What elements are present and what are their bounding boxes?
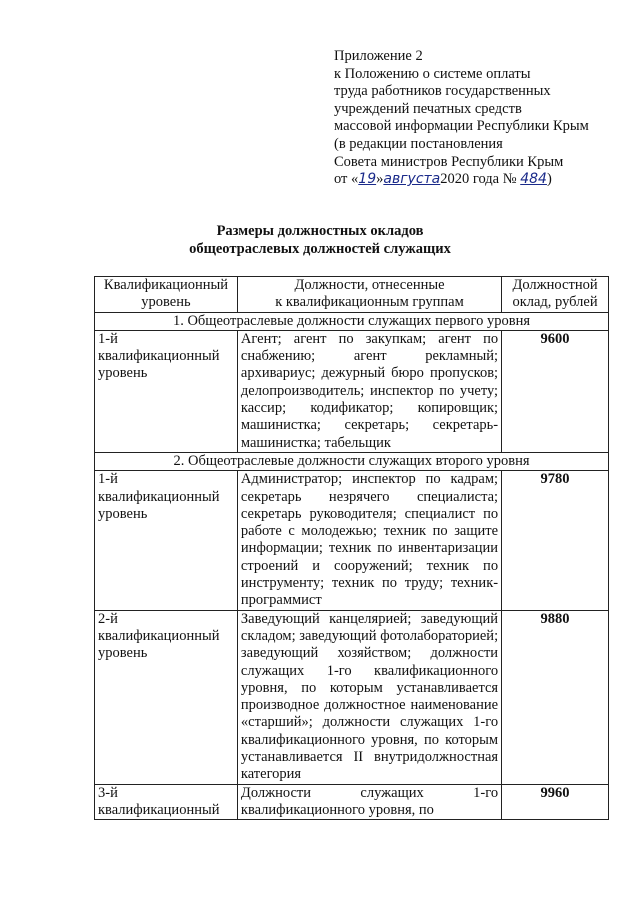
section-title: 1. Общеотраслевые должности служащих первого уровня: [95, 312, 609, 330]
section-row: [95, 312, 609, 330]
title-line-2: общеотраслевых должностей служащих: [189, 240, 451, 257]
table-header-row: [95, 277, 609, 313]
appendix-line: массовой информации Республики Крым: [334, 118, 589, 135]
salary-cell: 9880: [502, 610, 609, 784]
title-line-1: Размеры должностных окладов: [216, 223, 424, 239]
positions-cell: Заведующий канцелярией; заведующий складом; заведующий фотолабораторией; заведующий хозяйством; должности служащих 1-го квалификационного уровня, по которым устанавливается производное должностное наименование «старший»; должности служащих 1-го квалификационного уровня, по которым устанавливается II внутридолжностная категория: [237, 610, 501, 784]
handwritten-number: 484: [520, 171, 547, 188]
salary-cell: 9960: [502, 784, 609, 820]
header-positions-line-2: к квалификационным группам: [275, 294, 464, 311]
appendix-block: [334, 48, 589, 189]
appendix-line: Приложение 2: [334, 48, 423, 64]
sign-prefix: от «: [334, 171, 359, 188]
header-positions: [237, 277, 501, 313]
sign-year: 2020 года №: [440, 171, 517, 188]
positions-cell: Должности служащих 1-го квалификационного уровня, по: [237, 784, 501, 820]
section-row: [95, 452, 609, 470]
appendix-line: учреждений печатных средств: [334, 100, 522, 117]
level-cell: 2-й квалификационный уровень: [95, 610, 238, 784]
signature-line: [334, 171, 589, 189]
table-row: [95, 610, 609, 784]
header-level: Квалификационный уровень: [95, 277, 238, 313]
level-cell: 1-й квалификационный уровень: [95, 471, 238, 610]
sign-mid: »: [376, 171, 384, 188]
header-positions-line-1: Должности, отнесенные: [294, 277, 445, 293]
document-title: [0, 223, 640, 258]
positions-cell: Администратор; инспектор по кадрам; секретарь незрячего специалиста; секретарь руководителя; специалист по работе с молодежью; техник по защите информации; техник по инвентаризации строений и сооружений; техник по инструменту; техник по труду; техник-программист: [237, 471, 501, 610]
handwritten-month: августа: [383, 171, 441, 188]
appendix-line: труда работников государственных: [334, 83, 551, 100]
appendix-line: Совета министров Республики Крым: [334, 153, 564, 170]
level-cell: 1-й квалификационный уровень: [95, 330, 238, 452]
sign-suffix: ): [546, 171, 552, 188]
section-title: 2. Общеотраслевые должности служащих второго уровня: [95, 452, 609, 470]
positions-cell: Агент; агент по закупкам; агент по снабжению; агент рекламный; архивариус; дежурный бюро пропусков; делопроизводитель; инспектор по учету; кассир; кодификатор; копировщик; машинистка; секретарь; секретарь-машинистка; табельщик: [237, 330, 501, 452]
table-row: [95, 471, 609, 610]
appendix-line: (в редакции постановления: [334, 135, 503, 152]
salary-cell: 9600: [502, 330, 609, 452]
table-row: [95, 784, 609, 820]
salary-cell: 9780: [502, 471, 609, 610]
table-row: [95, 330, 609, 452]
level-cell: 3-й квалификационный: [95, 784, 238, 820]
salary-table: [94, 276, 609, 820]
header-salary: Должностной оклад, рублей: [502, 277, 609, 313]
handwritten-day: 19: [358, 171, 377, 188]
appendix-line: к Положению о системе оплаты: [334, 65, 531, 82]
